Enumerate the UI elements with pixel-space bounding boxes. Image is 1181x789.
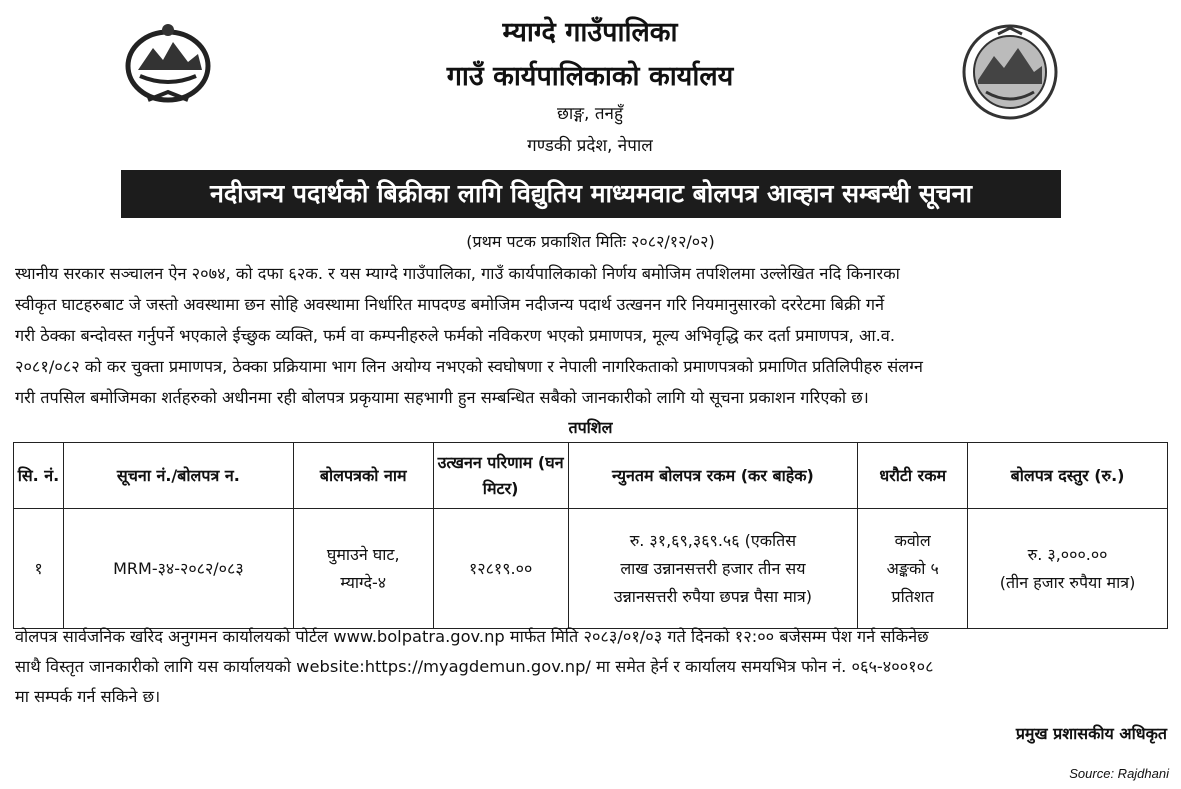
col-header-notice-no: सूचना नं./बोलपत्र न.	[63, 443, 293, 509]
details-heading: तपशिल	[568, 418, 613, 437]
office-province: गण्डकी प्रदेश, नेपाल	[527, 136, 653, 156]
notice-title: नदीजन्य पदार्थको बिक्रीका लागि विद्युतिय माध्यमवाट बोलपत्र आव्हान सम्बन्धी सूचना	[121, 170, 1061, 218]
nepal-emblem-icon	[118, 18, 218, 104]
cell-min-bid	[568, 509, 858, 629]
cell-fee	[968, 509, 1168, 629]
col-header-sn: सि. नं.	[14, 443, 64, 509]
body-line: २०८१/०८२ को कर चुक्ता प्रमाणपत्र, ठेक्का प्रक्रियामा भाग लिन अयोग्य नभएको स्वघोषणा र नेपाली नागरिकताको प्रमाणपत्रको प्रमाणित प्रतिलिपीहरु संलग्न	[15, 357, 923, 376]
publication-date: (प्रथम पटक प्रकाशित मितिः २०८२/१२/०२)	[466, 232, 715, 251]
municipality-name: म्याग्दे गाउँपालिका	[502, 17, 678, 48]
bid-name-line: म्याग्दे-४	[340, 572, 387, 592]
fee-line: रु. ३,०००.००	[1027, 544, 1108, 564]
footer-line: मा सम्पर्क गर्न सकिने छ।	[15, 687, 161, 706]
footer-line: साथै विस्तृत जानकारीको लागि यस कार्यालयको website:https://myagdemun.gov.np/ मा समेत हेर्न र कार्यालय समयभित्र फोन नं. ०६५-४००१०८	[15, 657, 934, 676]
notice-header	[0, 0, 1181, 165]
footer-line: वोलपत्र सार्वजनिक खरिद अनुगमन कार्यालयको पोर्टल www.bolpatra.gov.np मार्फत मिति २०८३/०१/०३ गते दिनको १२:०० बजेसम्म पेश गर्न सकिनेछ	[15, 627, 929, 646]
bid-name-line: घुमाउने घाट,	[326, 544, 400, 564]
table-row	[14, 509, 1168, 629]
deposit-line: कवोल	[894, 530, 931, 550]
office-name: गाउँ कार्यपालिकाको कार्यालय	[446, 61, 734, 92]
cell-sn: १	[14, 509, 64, 629]
body-line: स्वीकृत घाटहरुबाट जे जस्तो अवस्थामा छन सोहि अवस्थामा निर्धारित मापदण्ड बमोजिम नदीजन्य पदार्थ उत्खनन गरि नियमानुसारको दररेटमा बिक्री गर्ने	[15, 295, 885, 314]
signatory-title: प्रमुख प्रशासकीय अधिकृत	[1015, 724, 1167, 743]
notice-body	[15, 258, 1170, 413]
deposit-line: अङ्कको ५	[886, 558, 939, 578]
min-bid-line: रु. ३१,६९,३६९.५६ (एकतिस	[629, 530, 797, 550]
col-header-quantity: उत्खनन परिणाम (घन मिटर)	[433, 443, 568, 509]
col-header-deposit: धरौटी रकम	[858, 443, 968, 509]
col-header-bid-name: बोलपत्रको नाम	[293, 443, 433, 509]
body-line: स्थानीय सरकार सञ्चालन ऐन २०७४, को दफा ६२क. र यस म्याग्दे गाउँपालिका, गाउँ कार्यपालिकाको निर्णय बमोजिम तपशिलमा उल्लेखित नदि किनारका	[15, 264, 900, 283]
table-header-row	[14, 443, 1168, 509]
deposit-line: प्रतिशत	[891, 586, 934, 606]
submission-info	[15, 622, 1170, 712]
municipality-seal-icon	[960, 22, 1060, 122]
min-bid-line: उन्नानसत्तरी रुपैया छपन्न पैसा मात्र)	[613, 586, 812, 606]
cell-deposit	[858, 509, 968, 629]
office-location: छाङ्ग, तनहुँ	[556, 104, 624, 124]
col-header-min-bid: न्युनतम बोलपत्र रकम (कर बाहेक)	[568, 443, 858, 509]
cell-notice-no: MRM-३४-२०८२/०८३	[63, 509, 293, 629]
col-header-fee: बोलपत्र दस्तुर (रु.)	[968, 443, 1168, 509]
bid-details-table	[13, 442, 1168, 629]
body-line: गरी ठेक्का बन्दोवस्त गर्नुपर्ने भएकाले ईच्छुक व्यक्ति, फर्म वा कम्पनीहरुले फर्मको नविकरण भएको प्रमाणपत्र, मूल्य अभिवृद्धि कर दर्ता प्रमाणपत्र, आ.व.	[15, 326, 896, 345]
source-credit: Source: Rajdhani	[1069, 766, 1169, 781]
fee-line: (तीन हजार रुपैया मात्र)	[999, 572, 1136, 592]
cell-bid-name	[293, 509, 433, 629]
cell-quantity: १२८१९.००	[433, 509, 568, 629]
min-bid-line: लाख उन्नानसत्तरी हजार तीन सय	[620, 558, 806, 578]
body-line: गरी तपसिल बमोजिमका शर्तहरुको अधीनमा रही बोलपत्र प्रकृयामा सहभागी हुन सम्बन्धित सबैको जानकारीको लागि यो सूचना प्रकाशन गरिएको छ।	[15, 388, 869, 407]
